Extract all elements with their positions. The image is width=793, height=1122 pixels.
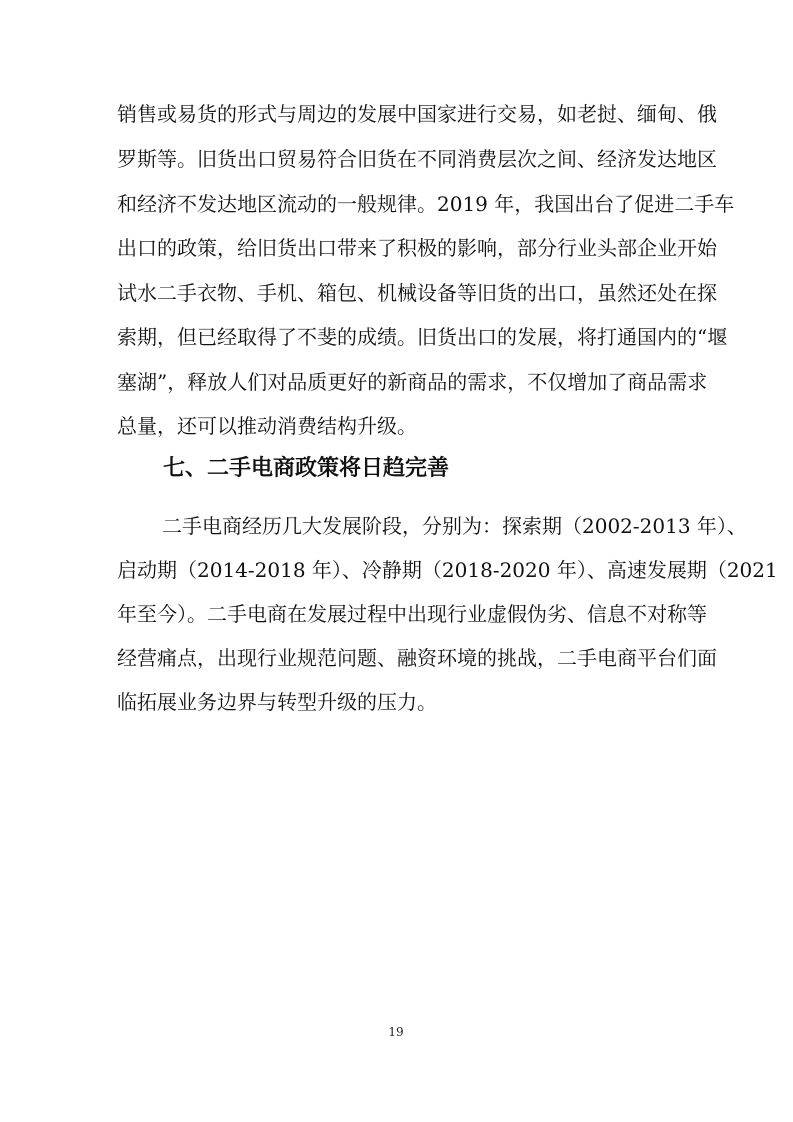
paragraph-line: 索期，但已经取得了不斐的成绩。旧货出口的发展，将打通国内的“堰 xyxy=(117,325,728,349)
page-number: 19 xyxy=(388,1025,404,1039)
paragraph-line: 经营痛点，出现行业规范问题、融资环境的挑战，二手电商平台们面 xyxy=(117,646,717,670)
paragraph-line: 启动期（2014-2018 年）、冷静期（2018-2020 年）、高速发展期（2021 xyxy=(117,558,778,582)
paragraph-line: 二手电商经历几大发展阶段，分别为：探索期（2002-2013 年）、 xyxy=(162,514,747,538)
paragraph-line: 销售或易货的形式与周边的发展中国家进行交易，如老挝、缅甸、俄 xyxy=(117,102,717,126)
paragraph-line: 塞湖”，释放人们对品质更好的新商品的需求，不仅增加了商品需求 xyxy=(117,370,708,394)
paragraph-line: 年至今）。二手电商在发展过程中出现行业虚假伪劣、信息不对称等 xyxy=(117,602,707,626)
paragraph-line: 临拓展业务边界与转型升级的压力。 xyxy=(117,690,437,714)
paragraph-line: 试水二手衣物、手机、箱包、机械设备等旧货的出口，虽然还处在探 xyxy=(117,281,717,305)
section-heading: 七、二手电商政策将日趋完善 xyxy=(163,456,450,481)
paragraph-line: 出口的政策，给旧货出口带来了积极的影响，部分行业头部企业开始 xyxy=(117,236,717,260)
paragraph-line: 罗斯等。旧货出口贸易符合旧货在不同消费层次之间、经济发达地区 xyxy=(117,147,717,171)
paragraph-line: 总量，还可以推动消费结构升级。 xyxy=(117,414,417,438)
paragraph-line: 和经济不发达地区流动的一般规律。2019 年，我国出台了促进二手车 xyxy=(117,192,735,216)
